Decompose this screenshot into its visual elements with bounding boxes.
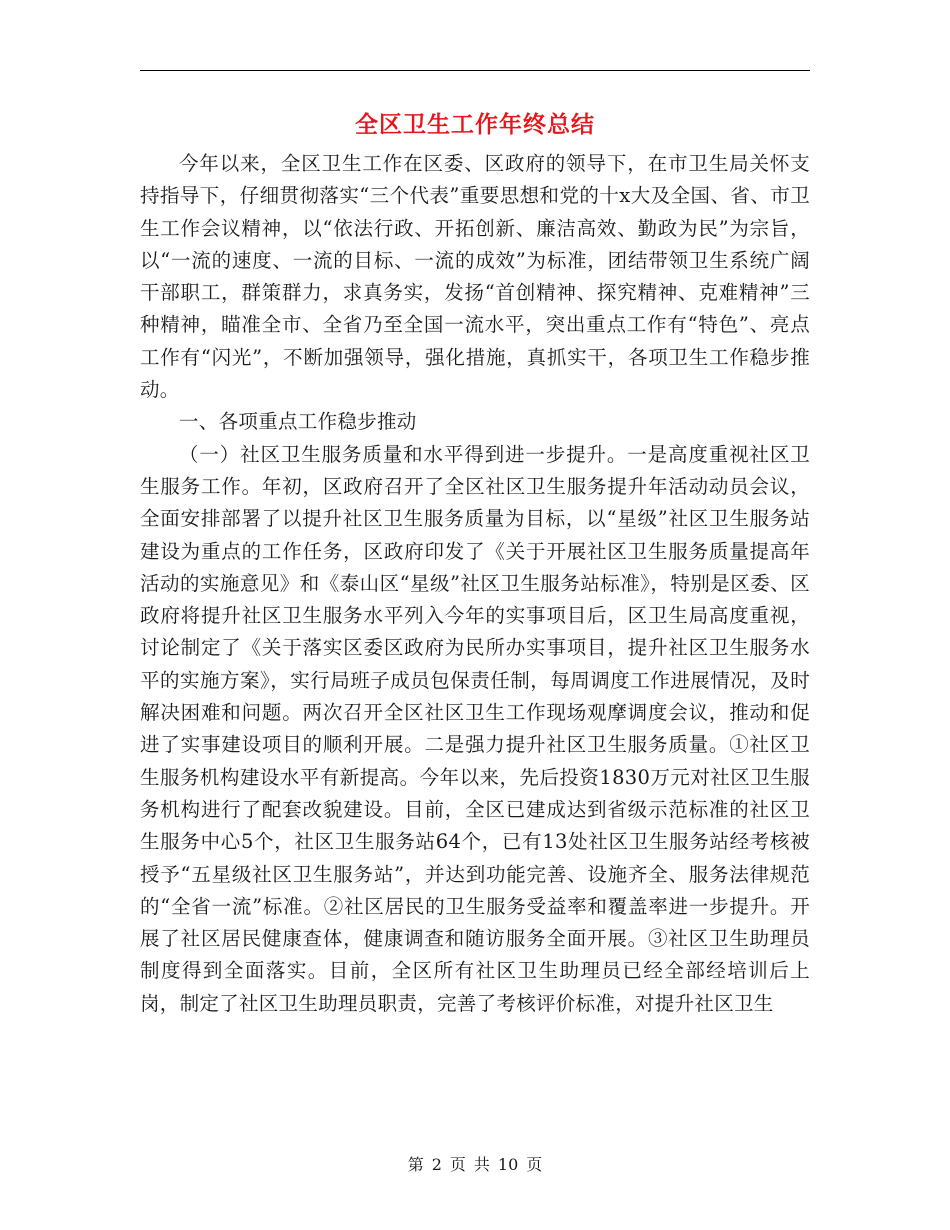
footer-total-unit: 页: [526, 1155, 543, 1174]
document-title: 全区卫生工作年终总结: [355, 111, 595, 138]
paragraph-community-health: （一）社区卫生服务质量和水平得到进一步提升。一是高度重视社区卫生服务工作。年初，区政府召开了全区社区卫生服务提升年活动动员会议，全面安排部署了以提升社区卫生服务质量为目标，以“星级”社区卫生服务站建设为重点的工作任务，区政府印发了《关于开展社区卫生服务质量提高年活动的实施意见》和《泰山区“星级”社区卫生服务站标准》，特别是区委、区政府将提升社区卫生服务水平列入今年的实事项目后，区卫生局高度重视，讨论制定了《关于落实区委区政府为民所办实事项目，提升社区卫生服务水平的实施方案》，实行局班子成员包保责任制，每周调度工作进展情况，及时解决困难和问题。两次召开全区社区卫生工作现场观摩调度会议，推动和促进了实事建设项目的顺利开展。二是强力提升社区卫生服务质量。①社区卫生服务机构建设水平有新提高。今年以来，先后投资1830万元对社区卫生服务机构进行了配套改貌建设。目前，全区已建成达到省级示范标准的社区卫生服务中心5个，社区卫生服务站64个，已有13处社区卫生服务站经考核被授予“五星级社区卫生服务站”，并达到功能完善、设施齐全、服务法律规范的“全省一流”标准。②社区居民的卫生服务受益率和覆盖率进一步提升。开展了社区居民健康查体，健康调查和随访服务全面开展。③社区卫生助理员制度得到全面落实。目前，全区所有社区卫生助理员已经全部经培训后上岗，制定了社区卫生助理员职责，完善了考核评价标准，对提升社区卫生: [140, 442, 810, 1015]
footer-total-pages: 10: [497, 1155, 519, 1174]
paragraph-intro: 今年以来，全区卫生工作在区委、区政府的领导下，在市卫生局关怀支持指导下，仔细贯彻落实“三个代表”重要思想和党的十x大及全国、省、市卫生工作会议精神，以“依法行政、开拓创新、廉洁高效、勤政为民”为宗旨，以“一流的速度、一流的目标、一流的成效”为标准，团结带领卫生系统广阔干部职工，群策群力，求真务实，发扬“首创精神、探究精神、克难精神”三种精神，瞄准全市、全省乃至全国一流水平，突出重点工作有“特色”、亮点工作有“闪光”，不断加强领导，强化措施，真抓实干，各项卫生工作稳步推动。: [140, 152, 810, 402]
document-body: [140, 148, 810, 1020]
page-footer: [140, 1154, 810, 1176]
footer-total-prefix: 共: [473, 1155, 490, 1174]
section-heading: 一、各项重点工作稳步推动: [179, 410, 417, 434]
footer-prefix: 第: [407, 1155, 424, 1174]
footer-page-number: 2: [431, 1155, 442, 1174]
header-rule: [140, 70, 810, 71]
footer-page-unit: 页: [449, 1155, 466, 1174]
